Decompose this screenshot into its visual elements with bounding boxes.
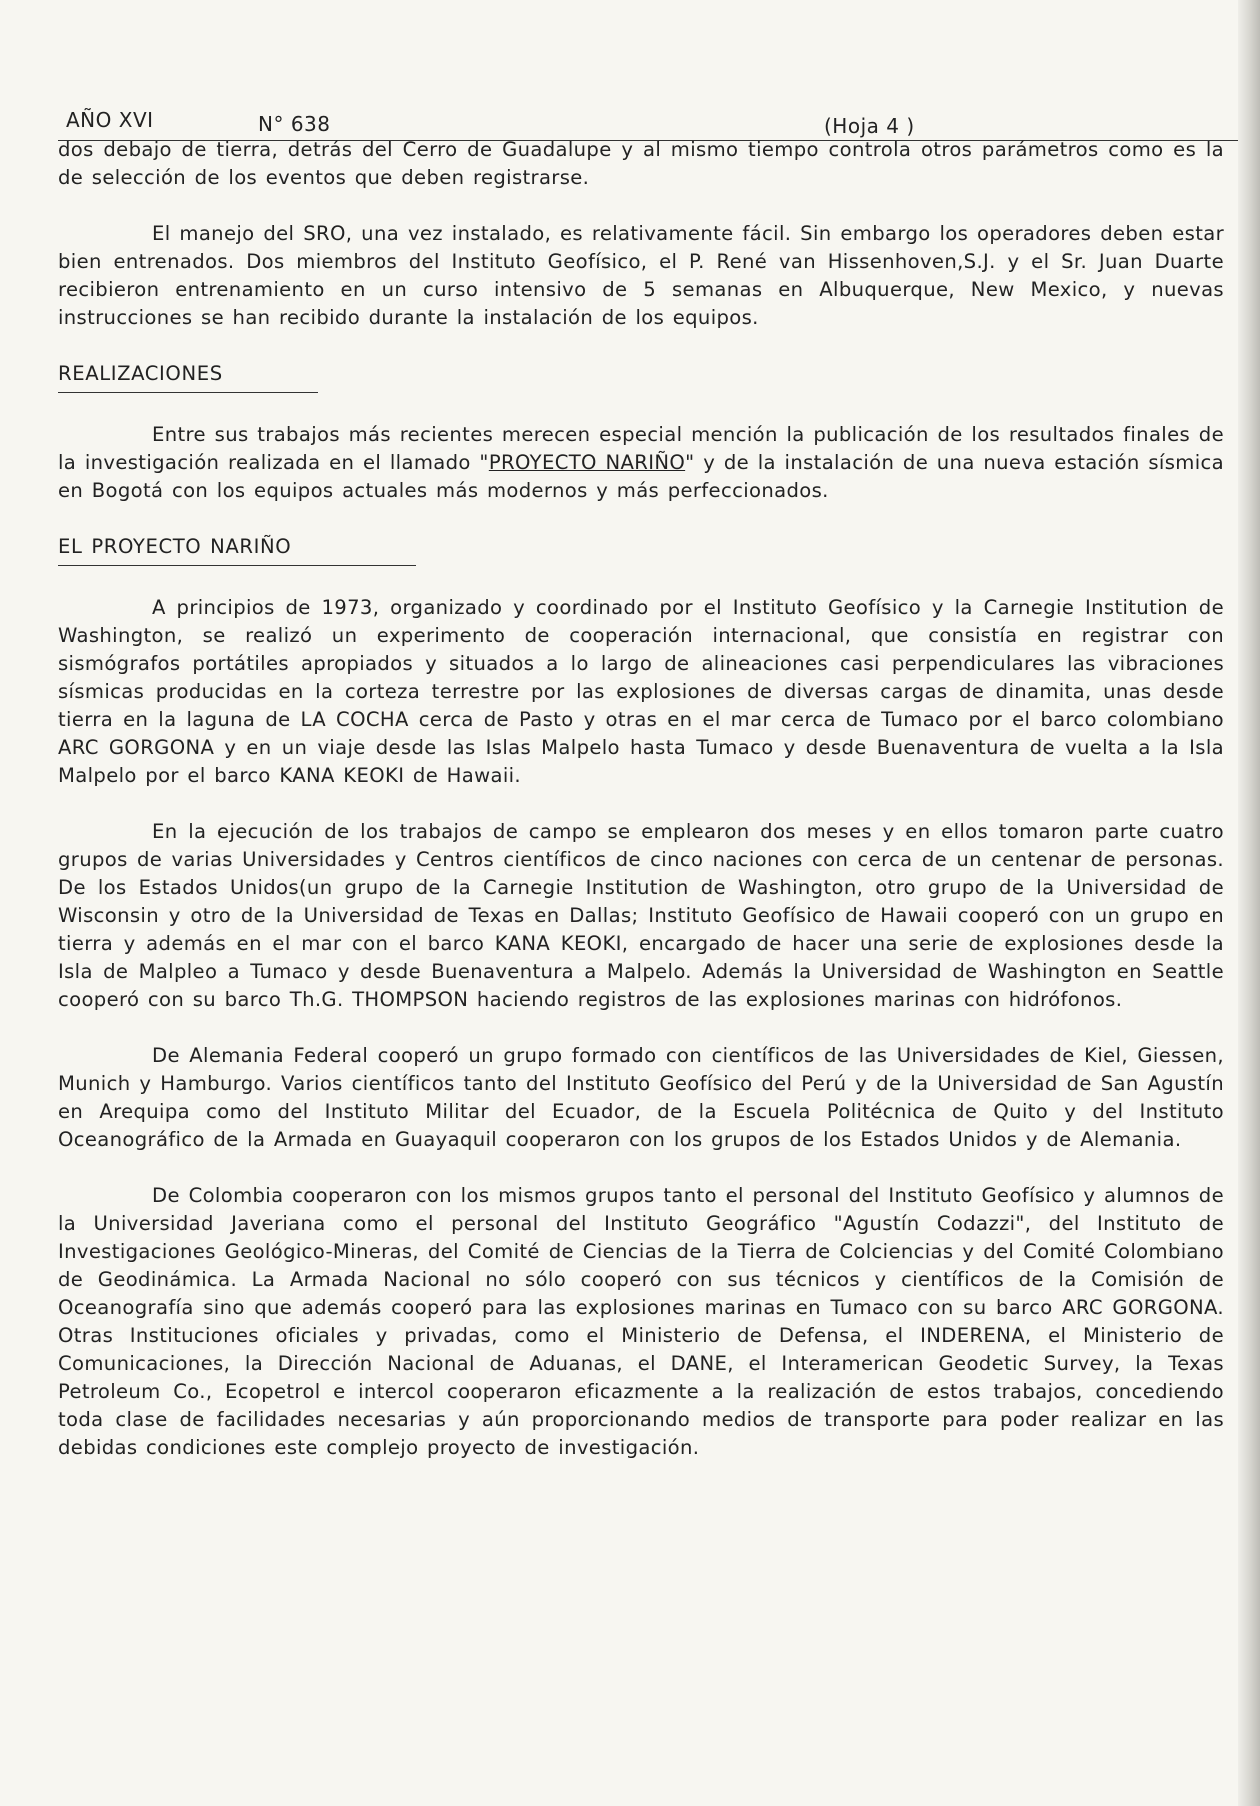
paragraph-experimento: A principios de 1973, organizado y coordinado por el Instituto Geofísico y la Carnegie Institution de Washington, se realizó un experimento de cooperación internacional, que consistía en registrar con sismógrafos portátiles apropiados y situados a lo largo de alineaciones casi perpendiculares las vibraciones sísmicas producidas en la corteza terrestre por las explosiones de diversas cargas de dinamita, unas desde tierra en la laguna de LA COCHA cerca de Pasto y otras en el mar cerca de Tumaco por el barco colombiano ARC GORGONA y en un viaje desde las Islas Malpelo hasta Tumaco y desde Buenaventura de vuelta a la Isla Malpelo por el barco KANA KEOKI de Hawaii. [58,596,1224,787]
paragraph-realizaciones [58,421,1224,505]
page-edge-shadow [1238,0,1260,1806]
header-number: N° 638 [258,112,331,136]
header-year: AÑO XVI [66,108,154,132]
document-body [58,136,1224,1490]
proyecto-narino-reference: PROYECTO NARIÑO [488,451,686,474]
section-heading-proyecto-narino: EL PROYECTO NARIÑO [58,533,416,566]
paragraph-colombia: De Colombia cooperaron con los mismos grupos tanto el personal del Instituto Geofísico y alumnos de la Universidad Javeriana como el personal del Instituto Geográfico "Agustín Codazzi", del Instituto de Investigaciones Geológico-Mineras, del Comité de Ciencias de la Tierra de Colciencias y del Comité Colombiano de Geodinámica. La Armada Nacional no sólo cooperó con sus técnicos y científicos de la Comisión de Oceanografía sino que además cooperó para las explosiones marinas en Tumaco con su barco ARC GORGONA. Otras Instituciones oficiales y privadas, como el Ministerio de Defensa, el INDERENA, el Ministerio de Comunicaciones, la Dirección Nacional de Aduanas, el DANE, el Interamerican Geodetic Survey, la Texas Petroleum Co., Ecopetrol e intercol cooperaron eficazmente a la realización de estos trabajos, concediendo toda clase de facilidades necesarias y aún proporcionando medios de transporte para poder realizar en las debidas condiciones este complejo proyecto de investigación. [58,1184,1224,1459]
section-heading-realizaciones: REALIZACIONES [58,360,318,393]
paragraph-realizaciones-text-a: Entre sus trabajos más recientes merecen especial mención la publicación de los resultados finales de la investigación realizada en el llamado " [58,423,1224,474]
paragraph-trabajos-campo: En la ejecución de los trabajos de campo se emplearon dos meses y en ellos tomaron parte cuatro grupos de varias Universidades y Centros científicos de cinco naciones con cerca de un centenar de personas. De los Estados Unidos(un grupo de la Carnegie Institution de Washington, otro grupo de la Universidad de Wisconsin y otro de la Universidad de Texas en Dallas; Instituto Geofísico de Hawaii cooperó con un grupo en tierra y además en el mar con el barco KANA KEOKI, encargado de hacer una serie de explosiones desde la Isla de Malpleo a Tumaco y desde Buenaventura a Malpelo. Además la Universidad de Washington en Seattle cooperó con su barco Th.G. THOMPSON haciendo registros de las explosiones marinas con hidrófonos. [58,820,1224,1011]
header-sheet: (Hoja 4 ) [824,114,915,138]
paragraph-continuation: dos debajo de tierra, detrás del Cerro de Guadalupe y al mismo tiempo controla otros parámetros como es la de selección de los eventos que deben registrarse. [58,138,1224,189]
paragraph-alemania: De Alemania Federal cooperó un grupo formado con científicos de las Universidades de Kiel, Giessen, Munich y Hamburgo. Varios científicos tanto del Instituto Geofísico del Perú y de la Universidad de San Agustín en Arequipa como del Instituto Militar del Ecuador, de la Escuela Politécnica de Quito y del Instituto Oceanográfico de la Armada en Guayaquil cooperaron con los grupos de los Estados Unidos y de Alemania. [58,1044,1224,1151]
paragraph-sro: El manejo del SRO, una vez instalado, es relativamente fácil. Sin embargo los operadores deben estar bien entrenados. Dos miembros del Instituto Geofísico, el P. René van Hissenhoven,S.J. y el Sr. Juan Duarte recibieron entrenamiento en un curso intensivo de 5 semanas en Albuquerque, New Mexico, y nuevas instrucciones se han recibido durante la instalación de los equipos. [58,222,1224,329]
paragraph-realizaciones-text-b: " y de la instalación de una nueva estación sísmica en Bogotá con los equipos actuales más modernos y más perfeccionados. [58,451,1224,502]
